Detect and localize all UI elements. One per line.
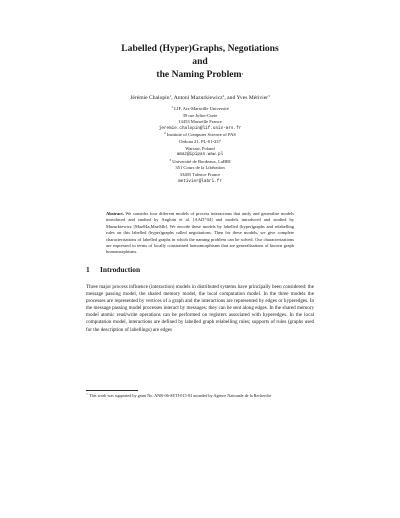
section-heading bbox=[86, 265, 140, 274]
affiliation-1-mark: 1 bbox=[171, 105, 173, 110]
footnote-mark: ⋆ bbox=[86, 392, 89, 397]
footnote-text: This work was supported by grant No. ANR-06-SETI-015-03 awarded by Agence Nationale de la Recherche bbox=[89, 393, 272, 398]
affiliation-1-email[interactable]: jeremie.chalopin@lif.univ-mrs.fr bbox=[158, 125, 242, 131]
affiliation-3-email[interactable]: metivier@labri.fr bbox=[178, 178, 222, 184]
body-paragraph: Three major process influence (interaction) models in distributed systems have principally been considered: the message passing model, the shared memory model, the local computation model. In the three models the processes are represented by vertices of a graph and the interactions are represented by edges or hyperedges. In the message passing model processes interact by messages: they can be sent along edges. In the shared memory model atomic read/write operations can be performed on registers associated with hyperedges. In the local computation model, interactions are defined by labelled graph relabelling rules; supports of rules (graphs used for the description of labellings) are edges bbox=[86, 284, 314, 333]
affiliation-3-mark: 3 bbox=[169, 157, 172, 162]
author-conjunction: and bbox=[227, 95, 236, 101]
title-line-3-text: the Naming Problem bbox=[156, 69, 242, 80]
affiliation-1-line-1 bbox=[0, 106, 400, 113]
author-3: Yves Métivier bbox=[236, 95, 269, 101]
author-list: Jérémie Chalopin$^1$, Antoni Mazurkiewicz$^2$, and Yves Métivier$^3$ bbox=[130, 94, 270, 101]
title-line-1: Labelled (Hyper)Graphs, Negotiations bbox=[121, 43, 279, 54]
affiliation-3-line-3: 33405 Talence France bbox=[179, 171, 221, 177]
affiliation-2-name: Institute of Computer Science of PAS bbox=[166, 132, 236, 138]
title-line-3 bbox=[0, 68, 400, 81]
affiliation-3-line-1 bbox=[0, 159, 400, 166]
affiliation-1-name: LIF, Aix-Marseille Université bbox=[174, 106, 229, 111]
section-number: 1 bbox=[86, 265, 90, 274]
abstract-text: We consider four different models of process interactions that unify and generalise models introduced and studied by Angluin et al. [AAD⁺04] and models introduced and studied by Mazurkiewicz [Maz04a,Maz04b]. We encode these models by labelled (hyper)graphs and relabelling rules on this labelled (hyper)graphs called negotiations. Then for these models, we give complete characterisations of labelled graphs in which the naming problem can be solved. Our characterizations are expressed in terms of locally constrained homomorphisms that are generalisations of known graph homomorphisms. bbox=[106, 211, 294, 255]
footnote bbox=[86, 393, 314, 399]
footnote-body bbox=[86, 393, 314, 399]
author-1: Jérémie Chalopin bbox=[130, 95, 170, 101]
abstract-label: Abstract. bbox=[106, 211, 124, 216]
affiliation-2-line-1 bbox=[0, 132, 400, 139]
author-3-affil-mark: 3 bbox=[268, 94, 270, 99]
affiliation-2-line-3: Warsaw, Poland bbox=[185, 145, 215, 151]
affiliations bbox=[0, 106, 400, 185]
title-footnote-mark: ⋆ bbox=[241, 72, 244, 77]
title-line-2: and bbox=[192, 56, 208, 67]
affiliation-3-name: Université de Bordeaux, LaBRI bbox=[172, 158, 231, 164]
affiliation-1-line-3: 13453 Marseille France bbox=[178, 119, 222, 125]
author-2-affil-mark: 2 bbox=[222, 94, 225, 99]
author-1-affil-mark: 1 bbox=[169, 94, 172, 99]
affiliation-2-line-2: Ordona 21, PL-01-237 bbox=[179, 138, 221, 144]
abstract bbox=[106, 211, 294, 256]
affiliation-2-email[interactable]: amaz@ipipan.waw.pl bbox=[176, 152, 224, 158]
affiliation-1-line-2: 39 rue Joliot-Curie bbox=[182, 112, 218, 118]
affiliation-3-line-2: 351 Cours de la Libération bbox=[175, 165, 225, 171]
paper-title bbox=[0, 42, 400, 81]
author-2: Antoni Mazurkiewicz bbox=[173, 95, 223, 101]
affiliation-2-mark: 2 bbox=[164, 131, 166, 136]
section-title: Introduction bbox=[100, 265, 141, 274]
footnote-rule bbox=[86, 390, 138, 391]
